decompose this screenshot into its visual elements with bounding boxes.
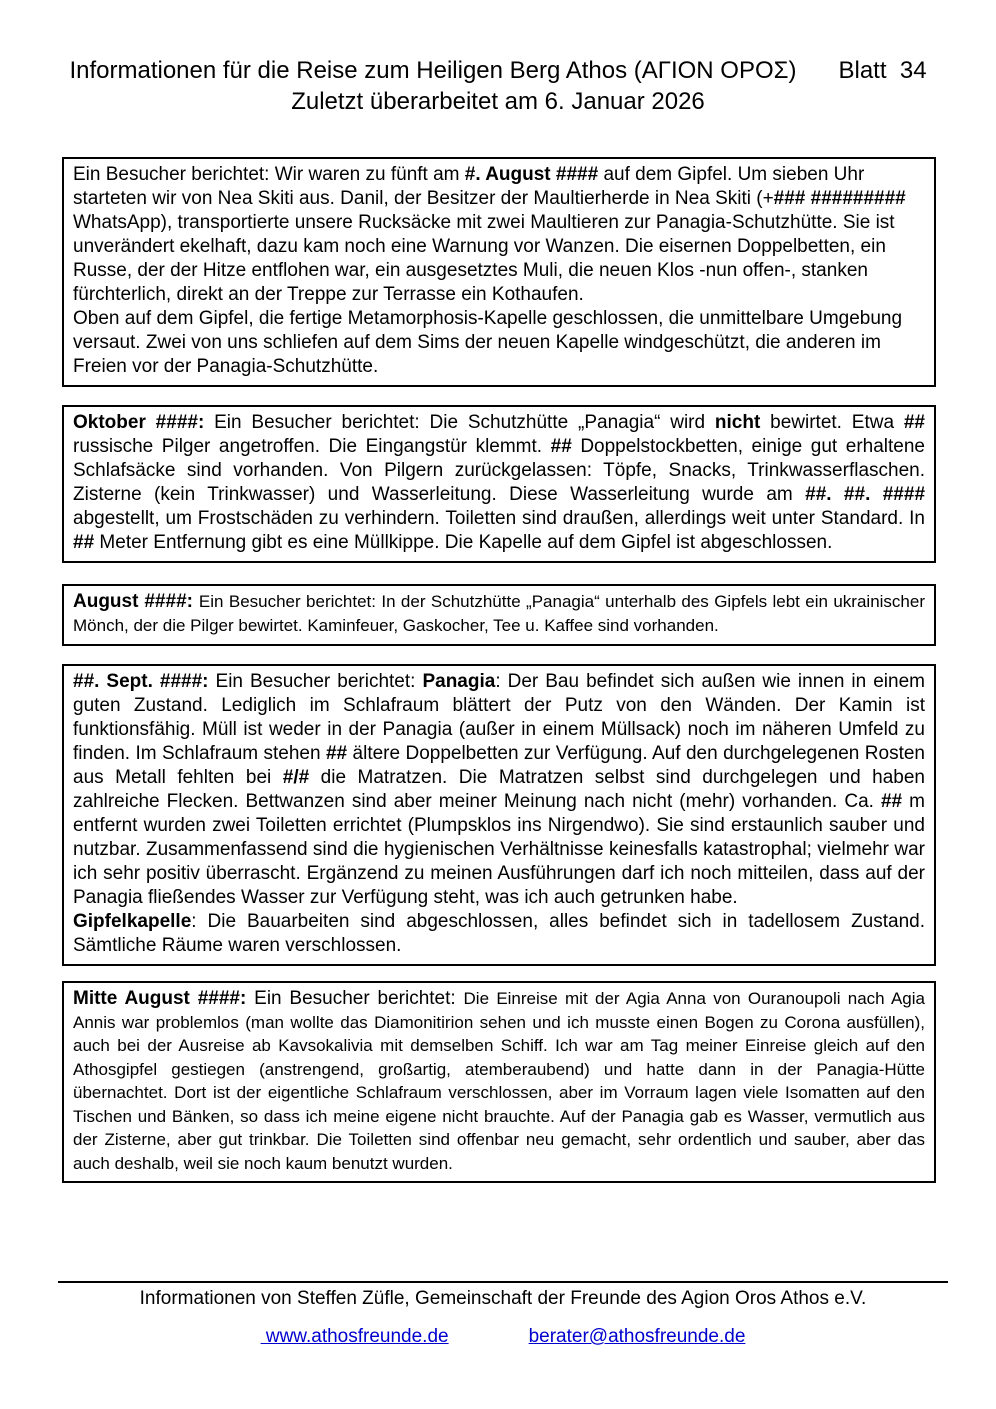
report-paragraph: Oktober ####: Ein Besucher berichtet: Die Schutzhütte „Panagia“ wird nicht bewirtet. Etwa ## russische Pilger angetroffen. Die Eingangstür klemmt. ## Doppelstockbetten, einige gut erhaltene Schlafsäcke sind vorhanden. Von Pilgern zurückgelassen: Töpfe, Snacks, Trinkwasserflaschen. Zisterne (kein Trinkwasser) und Wasserleitung. Diese Wasserleitung wurde am ##. ##. #### abgestellt, um Frostschäden zu verhindern. Toiletten sind draußen, allerdings weit unter Standard. In ## Meter Entfernung gibt es eine Müllkippe. Die Kapelle auf dem Gipfel ist abgeschlossen. [73, 412, 926, 553]
sheet-number: Blatt 34 [838, 57, 927, 84]
website-link[interactable]: www.athosfreunde.de [260, 1326, 449, 1347]
report-paragraph: Gipfelkapelle: Die Bauarbeiten sind abgeschlossen, alles befindet sich in tadellosem Zustand. Sämtliche Räume waren verschlossen. [73, 911, 925, 956]
footer-credit: Informationen von Steffen Züfle, Gemeinschaft der Freunde des Agion Oros Athos e.V. [139, 1288, 867, 1309]
page-header [0, 0, 996, 117]
report-box-oktober [62, 405, 936, 563]
report-box-mitte-august [62, 981, 936, 1183]
email-link[interactable]: berater@athosfreunde.de [528, 1326, 746, 1347]
report-box-august-moench [62, 584, 936, 646]
footer-links [58, 1326, 948, 1348]
report-paragraph: Mitte August ####: Ein Besucher berichtet: Die Einreise mit der Agia Anna von Ouranoupoli nach Agia Annis war problemlos (man wollte das Diamonitirion sehen und ich musste einen Bogen zu Corona ausfüllen), auch bei der Ausreise ab Kavsokalivia mit demselben Schiff. Ich war am Tag meiner Einreise gleich auf den Athosgipfel gestiegen (anstrengend, großartig, atemberaubend) und hatte dann in der Panagia-Hütte übernachtet. Dort ist der eigentliche Schlafraum verschlossen, aber im Vorraum lagen viele Isomatten auf den Tischen und Bänken, so dass ich meine eigene nicht brauchte. Auf der Panagia gab es Wasser, vermutlich aus der Zisterne, aber gut trinkbar. Die Toiletten sind offenbar neu gemacht, sehr ordentlich und sauber, aber das auch deshalb, weil sie noch kaum benutzt wurden. [73, 988, 925, 1173]
page-title-row [0, 55, 996, 86]
page-footer [58, 1281, 948, 1348]
report-list [62, 157, 936, 1183]
report-paragraph: Ein Besucher berichtet: Wir waren zu fünft am #. August #### auf dem Gipfel. Um sieben Uhr starteten wir von Nea Skiti aus. Danil, der Besitzer der Maultierherde in Nea Skiti (+### ######### WhatsApp), transportierte unsere Rucksäcke mit zwei Maultieren zur Panagia-Schutzhütte. Sie ist unverändert ekelhaft, dazu kam noch eine Warnung vor Wanzen. Die eisernen Doppelbetten, ein Russe, der der Hitze entflohen war, ein ausgesetztes Muli, die neuen Klos -nun offen-, stanken fürchterlich, direkt an der Treppe zur Terrasse ein Kothaufen. [73, 164, 906, 305]
report-box-august-summit [62, 157, 936, 387]
page-title: Informationen für die Reise zum Heiligen Berg Athos (ΑΓΙΟΝ ΟΡΟΣ) [69, 57, 797, 84]
report-box-september [62, 664, 936, 966]
report-paragraph: August ####: Ein Besucher berichtet: In der Schutzhütte „Panagia“ unterhalb des Gipfels lebt ein ukrainischer Mönch, der die Pilger bewirtet. Kaminfeuer, Gaskocher, Tee u. Kaffee sind vorhanden. [73, 591, 925, 635]
report-paragraph: ##. Sept. ####: Ein Besucher berichtet: Panagia: Der Bau befindet sich außen wie innen in einem guten Zustand. Lediglich im Schlafraum blättert der Putz von den Wänden. Der Kamin ist funktionsfähig. Müll ist weder in der Panagia (außer in einem Müllsack) noch im näheren Umfeld zu finden. Im Schlafraum stehen ## ältere Doppelbetten zur Verfügung. Auf den durchgelegenen Rosten aus Metall fehlten bei #/# die Matratzen. Die Matratzen selbst sind durchgelegen und haben zahlreiche Flecken. Bettwanzen sind aber meiner Meinung nach nicht (mehr) vorhanden. Ca. ## m entfernt wurden zwei Toiletten errichtet (Plumpsklos ins Nirgendwo). Sie sind erstaunlich sauber und nutzbar. Zusammenfassend sind die hygienischen Verhältnisse keinesfalls katastrophal; vielmehr war ich sehr positiv überrascht. Ergänzend zu meinen Ausführungen darf ich noch mitteilen, dass auf der Panagia fließendes Wasser zur Verfügung steht, was ich auch getrunken habe. [73, 671, 925, 908]
report-paragraph: Oben auf dem Gipfel, die fertige Metamorphosis-Kapelle geschlossen, die unmittelbare Umgebung versaut. Zwei von uns schliefen auf dem Sims der neuen Kapelle windgeschützt, die anderen im Freien vor der Panagia-Schutzhütte. [73, 308, 903, 377]
page-subtitle: Zuletzt überarbeitet am 6. Januar 2026 [291, 88, 705, 115]
